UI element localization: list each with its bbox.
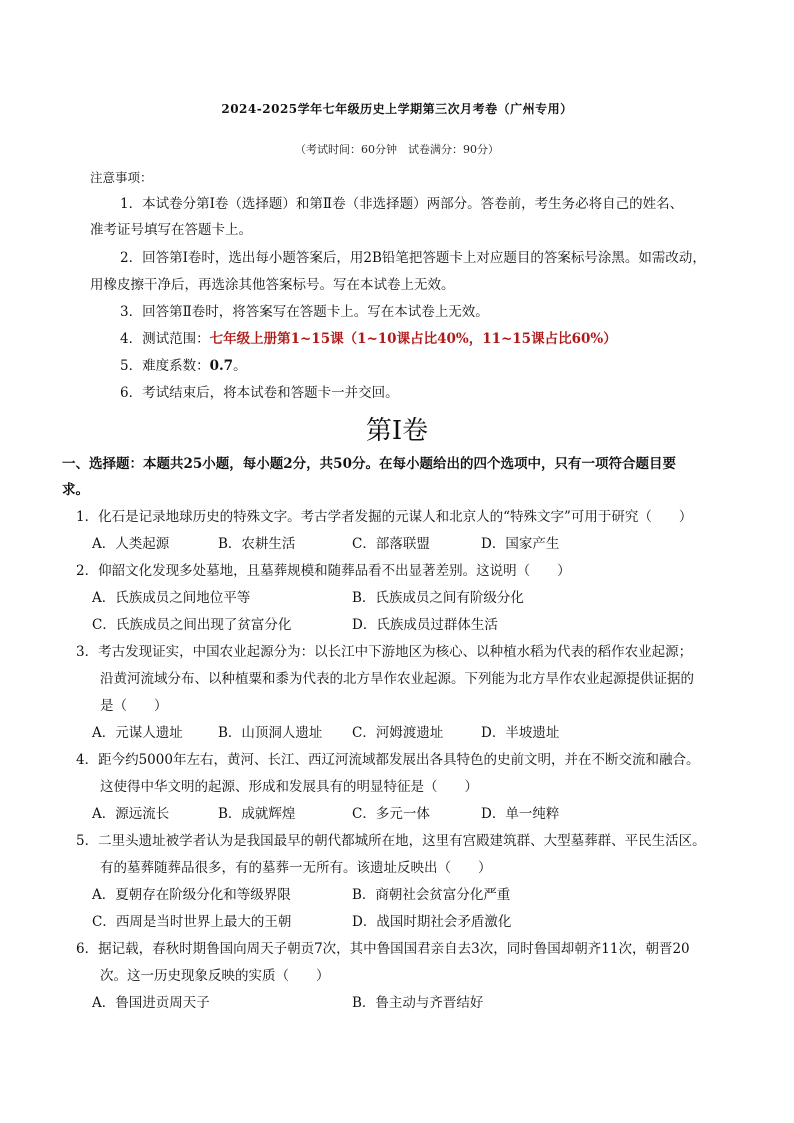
exam-info: （考试时间：60分钟 试卷满分：90分） [295,143,499,156]
notice-item-1-cont: 准考证号填写在答题卡上。 [90,222,252,238]
notice-item-6: 6．考试结束后，将本试卷和答题卡一并交回。 [120,385,399,401]
section-title: 第Ⅰ卷 [365,416,429,446]
question-2-option-c[interactable]: C．氏族成员之间出现了贫富分化 [92,617,292,633]
question-1-option-a[interactable]: A．人类起源 [92,536,170,552]
question-2-stem: 2．仰韶文化发现多处墓地，且墓葬规模和随葬品看不出显著差别。这说明（ ） [76,563,571,579]
question-6-stem: 6．据记载，春秋时期鲁国向周天子朝贡7次，其中鲁国国君亲自去3次，同时鲁国却朝齐11次，朝晋20 [76,941,690,957]
notice-item-4 [120,331,617,347]
instructions-line-2: 求。 [62,482,89,498]
instructions-line-1: 一、选择题：本题共25小题，每小题2分，共50分。在每小题给出的四个选项中，只有一项符合题目要 [62,456,676,472]
difficulty-value: 0.7 [209,358,234,374]
question-3-stem-cont: 沿黄河流域分布、以种植粟和黍为代表的北方旱作农业起源。下列能为北方旱作农业起源提供证据的 [100,671,694,687]
notice-heading: 注意事项： [90,170,153,185]
question-5-option-c[interactable]: C．西周是当时世界上最大的王朝 [92,914,292,930]
question-3-option-b[interactable]: B．山顶洞人遗址 [218,725,323,741]
notice-item-1: 1．本试卷分第Ⅰ卷（选择题）和第Ⅱ卷（非选择题）两部分。答卷前，考生务必将自己的姓名、 [120,196,684,212]
question-2-option-a[interactable]: A．氏族成员之间地位平等 [92,590,251,606]
notice-item-5 [120,358,247,374]
notice-item-5-label: 5．难度系数： [120,358,210,374]
question-3-option-c[interactable]: C．河姆渡遗址 [352,725,444,741]
question-6-stem-cont: 次。这一历史现象反映的实质（ ） [100,968,330,984]
notice-item-3: 3．回答第Ⅱ卷时，将答案写在答题卡上。写在本试卷上无效。 [120,304,489,320]
notice-item-4-label: 4．测试范围： [120,331,210,347]
question-4-option-b[interactable]: B．成就辉煌 [218,806,296,822]
question-2-option-b[interactable]: B．氏族成员之间有阶级分化 [352,590,524,606]
question-4-option-c[interactable]: C．多元一体 [352,806,430,822]
question-5-stem: 5．二里头遗址被学者认为是我国最早的朝代都城所在地，这里有宫殿建筑群、大型墓葬群、平民生活区。 [76,833,706,849]
question-3-stem: 3．考古发现证实，中国农业起源分为：以长江中下游地区为核心、以种植水稻为代表的稻作农业起源； [76,644,693,660]
page-title: 2024-2025学年七年级历史上学期第三次月考卷（广州专用） [221,102,573,116]
question-4-option-a[interactable]: A．源远流长 [92,806,170,822]
notice-item-2-cont: 用橡皮擦干净后，再选涂其他答案标号。写在本试卷上无效。 [90,277,455,293]
question-6-option-b[interactable]: B．鲁主动与齐晋结好 [352,995,484,1011]
question-5-option-d[interactable]: D．战国时期社会矛盾激化 [352,914,512,930]
notice-item-2: 2．回答第Ⅰ卷时，选出每小题答案后，用2B铅笔把答题卡上对应题目的答案标号涂黑。如需改动， [120,250,706,266]
question-5-option-a[interactable]: A．夏朝存在阶级分化和等级界限 [92,887,291,903]
test-range: 七年级上册第1~15课（1~10课占比40%，11~15课占比60%） [209,331,617,347]
question-4-stem: 4．距今约5000年左右，黄河、长江、西辽河流域都发展出各具特色的史前文明，并在不断交流和融合。 [76,752,700,768]
question-4-stem-cont: 这使得中华文明的起源、形成和发展具有的明显特征是（ ） [100,779,478,795]
question-5-stem-cont: 有的墓葬随葬品很多，有的墓葬一无所有。该遗址反映出（ ） [100,860,492,876]
question-1-stem: 1．化石是记录地球历史的特殊文字。考古学者发掘的元谋人和北京人的“特殊文字”可用于研究（ ） [76,509,693,525]
question-6-option-a[interactable]: A．鲁国进贡周天子 [92,995,210,1011]
question-4-option-d[interactable]: D．单一纯粹 [481,806,560,822]
question-2-option-d[interactable]: D．氏族成员过群体生活 [352,617,498,633]
question-1-option-d[interactable]: D．国家产生 [481,536,560,552]
question-5-option-b[interactable]: B．商朝社会贫富分化严重 [352,887,511,903]
question-1-option-c[interactable]: C．部落联盟 [352,536,430,552]
notice-item-5-end: 。 [233,358,247,374]
question-3-stem-end: 是（ ） [100,698,168,714]
question-1-option-b[interactable]: B．农耕生活 [218,536,296,552]
question-3-option-d[interactable]: D．半坡遗址 [481,725,560,741]
question-3-option-a[interactable]: A．元谋人遗址 [92,725,183,741]
